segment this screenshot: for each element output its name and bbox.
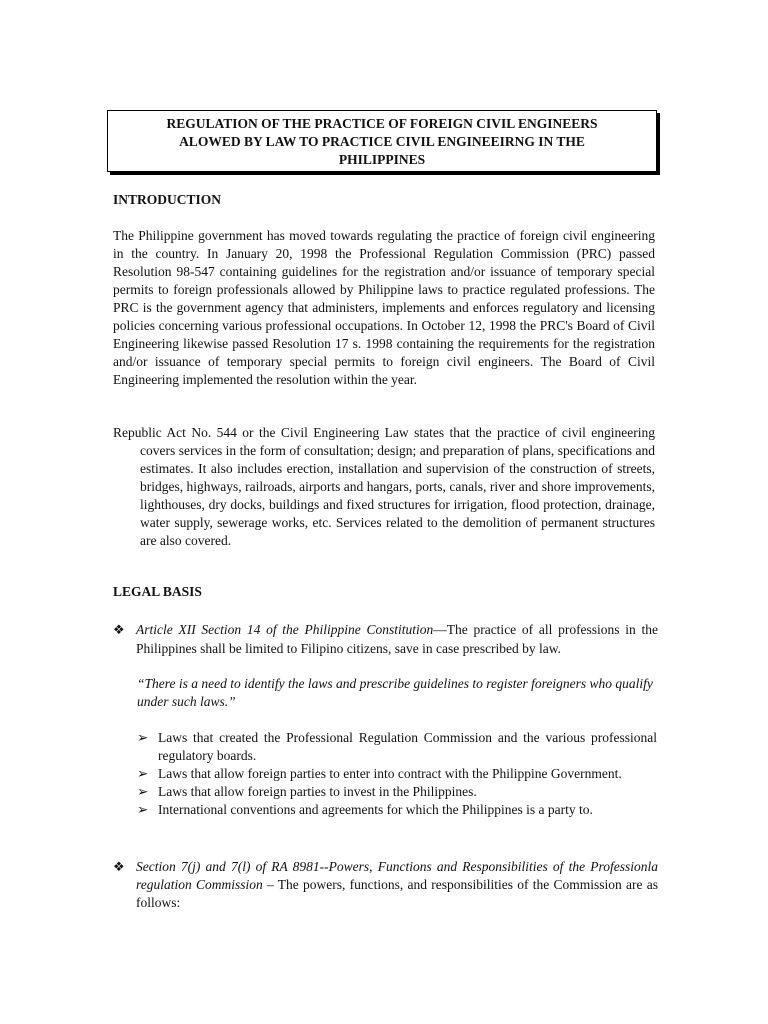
list-item: ➢ Laws that created the Professional Regulation Commission and the various professional regulatory boards.	[137, 730, 657, 763]
introduction-paragraph-1: The Philippine government has moved towards regulating the practice of foreign civil engineering in the country. In January 20, 1998 the Professional Regulation Commission (PRC) passed Resolution 98-547 containing guidelines for the registration and/or issuance of temporary special permits to foreign professionals allowed by Philippine laws to practice regulated professions. The PRC is the government agency that administers, implements and enforces regulatory and licensing policies concerning various professional occupations. In October 12, 1998 the PRC's Board of Civil Engineering likewise passed Resolution 17 s. 1998 containing the requirements for the registration and/or issuance of temporary special permits to foreign civil engineers. The Board of Civil Engineering implemented the resolution within the year.	[113, 228, 655, 387]
arrow-bullet-icon: ➢	[137, 802, 149, 817]
quote-paragraph: “There is a need to identify the laws and prescribe guidelines to register foreigners who qualify under such laws.”	[137, 676, 653, 709]
diamond-bullet-icon: ❖	[113, 859, 125, 874]
list-item: ➢ Laws that allow foreign parties to invest in the Philippines.	[137, 784, 477, 799]
legal-basis-item-constitution	[113, 620, 658, 658]
title-line-2: ALOWED BY LAW TO PRACTICE CIVIL ENGINEEIRNG IN THE	[179, 134, 585, 149]
ra8981-text: – The powers, functions, and responsibilities of the Commission are as follows:	[136, 877, 658, 910]
title-line-1: REGULATION OF THE PRACTICE OF FOREIGN CIVIL ENGINEERS	[166, 116, 598, 131]
title-line-3: PHILIPPINES	[338, 152, 426, 167]
legal-basis-item-ra8981	[113, 858, 658, 912]
arrow-bullet-icon: ➢	[137, 784, 149, 799]
introduction-heading: INTRODUCTION	[113, 192, 222, 207]
arrow-bullet-icon: ➢	[137, 730, 149, 745]
diamond-bullet-icon: ❖	[113, 622, 125, 637]
constitution-text: —The practice of all professions in the Philippines shall be limited to Filipino citizens, save in case prescribed by law.	[136, 622, 658, 656]
list-item: ➢ Laws that allow foreign parties to enter into contract with the Philippine Government.	[137, 766, 622, 781]
legal-basis-heading: LEGAL BASIS	[113, 584, 202, 599]
constitution-reference: Article XII Section 14 of the Philippine Constitution	[136, 622, 434, 637]
arrow-bullet-icon: ➢	[137, 766, 149, 781]
list-item: ➢ International conventions and agreements for which the Philippines is a party to.	[137, 802, 593, 817]
document-title-box	[107, 110, 657, 172]
introduction-paragraph-2: Republic Act No. 544 or the Civil Engineering Law states that the practice of civil engineering covers services in the form of consultation; design; and preparation of plans, specifications and estimates. It also includes erection, installation and supervision of the construction of streets, bridges, highways, railroads, airports and hangars, ports, canals, river and shore improvements, lighthouses, dry docks, buildings and fixed structures for irrigation, flood protection, drainage, water supply, sewerage works, etc. Services related to the demolition of permanent structures are also covered.	[113, 425, 655, 548]
laws-arrow-list	[137, 729, 657, 819]
ra8981-reference: Section 7(j) and 7(l) of RA 8981--Powers, Functions and Responsibilities of the Professionla regulation Commission	[136, 859, 658, 892]
